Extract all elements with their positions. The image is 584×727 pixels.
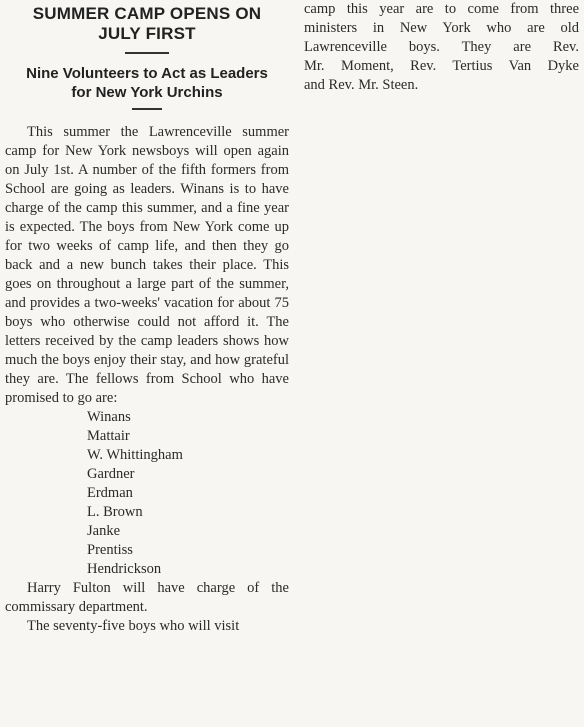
- article-body-continued: [5, 579, 289, 636]
- headline-line-2: JULY FIRST: [98, 24, 196, 43]
- leader-name: Mattair: [87, 428, 130, 444]
- paragraph-1: This summer the Lawrenceville summer camp for New York newsboys will open again on July 1st. A number of the fifth formers from School are going as leaders. Winans is to have charge of the camp this summer, and a fine year is expected. The boys from New York come up for two weeks of camp life, and then they go back and a new bunch takes their place. This goes on throughout a large part of the summer, and provides a two-weeks' vacation for about 75 boys who otherwise could not afford it. The letters received by the camp leaders shows how much the boys enjoy their stay, and how grateful they are. The fellows from School who have promised to go are:: [5, 124, 289, 406]
- subheadline: [5, 64, 289, 102]
- leader-name: Hendrickson: [87, 561, 162, 577]
- left-column: [5, 0, 289, 636]
- subheadline-line-2: for New York Urchins: [71, 84, 223, 101]
- leader-name: Winans: [87, 409, 131, 425]
- leader-name: Prentiss: [87, 542, 133, 558]
- continuation-line: and Rev. Mr. Steen.: [304, 77, 419, 93]
- subheadline-divider: [132, 108, 162, 110]
- right-column: [304, 0, 579, 95]
- continuation-line: Lawrenceville boys. They are Rev.: [304, 39, 579, 55]
- continuation-line: camp this year are to come from three: [304, 1, 579, 17]
- leader-name: Gardner: [87, 466, 135, 482]
- headline: [5, 4, 289, 44]
- headline-divider: [125, 52, 169, 54]
- paragraph-3-start: The seventy-five boys who will visit: [27, 618, 240, 634]
- leader-name: Erdman: [87, 485, 133, 501]
- headline-line-1: SUMMER CAMP OPENS ON: [32, 4, 262, 23]
- article-body: [5, 123, 289, 408]
- continuation-line: ministers in New York who are old: [304, 20, 579, 36]
- leaders-list: [5, 408, 289, 579]
- leader-name: L. Brown: [87, 504, 143, 520]
- article-continuation: [304, 0, 579, 95]
- leader-name: Janke: [87, 523, 121, 539]
- leader-name: W. Whittingham: [87, 447, 183, 463]
- paragraph-2: Harry Fulton will have charge of the commissary department.: [5, 580, 289, 615]
- subheadline-line-1: Nine Volunteers to Act as Leaders: [26, 65, 268, 82]
- continuation-line: Mr. Moment, Rev. Tertius Van Dyke: [304, 58, 579, 74]
